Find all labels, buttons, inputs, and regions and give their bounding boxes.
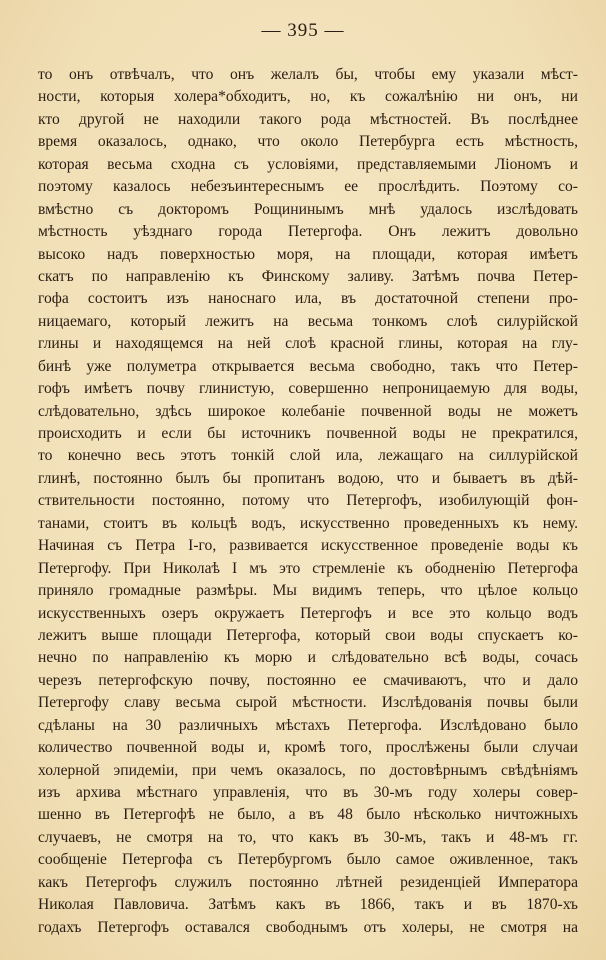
text-line: происходить и если бы источникъ почвенной воды не прекратился, (38, 425, 578, 442)
text-line: танами, стоитъ въ кольцѣ водъ, искусственно проведенныхъ къ нему. (38, 514, 578, 532)
text-line: изъ архива мѣстнаго управленія, что въ 30-мъ году холеры совер- (38, 784, 578, 801)
body-text (38, 64, 578, 939)
text-line: Николая Павловича. Затѣмъ какъ въ 1866, такъ и въ 1870-хъ (38, 896, 578, 914)
text-line: глинѣ, постоянно былъ бы пропитанъ водою, что и бываетъ въ дѣй- (38, 469, 578, 487)
text-line: скатъ по направленію къ Финскому заливу. Затѣмъ почва Петер- (38, 267, 578, 285)
text-line: ности, которыя холера*обходитъ, но, къ сожалѣнію ни онъ, ни (38, 88, 578, 106)
text-line: гофа состоитъ изъ наноснаго ила, въ достаточной степени про- (38, 290, 578, 308)
text-line: вмѣстно съ докторомъ Рощининымъ мнѣ удалось изслѣдовать (38, 200, 578, 218)
text-line: поэтому казалось небезъинтереснымъ ее прослѣдить. Поэтому со- (38, 178, 578, 196)
text-line: время оказалось, однако, что около Петербурга есть мѣстность, (38, 133, 578, 151)
text-line: то конечно весь этотъ тонкій слой ила, лежащаго на силлурійской (38, 447, 578, 465)
text-line: бинѣ уже полуметра открывается весьма свободно, такъ что Петер- (38, 357, 578, 375)
text-line: высоко надъ поверхностью моря, на площади, которая имѣетъ (38, 245, 578, 263)
text-line: сдѣланы на 30 различныхъ мѣстахъ Петергофа. Изслѣдовано было (38, 716, 578, 734)
text-line: мѣстность уѣзднаго города Петергофа. Онъ лежитъ довольно (38, 223, 578, 241)
text-line: ницаемаго, который лежитъ на весьма тонкомъ слоѣ силурійской (38, 312, 578, 330)
text-line: искусственныхъ озеръ окружаетъ Петергофъ и все это кольцо водъ (38, 604, 578, 622)
text-line: ствительности постоянно, потому что Петергофъ, изобилующій фон- (38, 492, 578, 510)
text-line: количество почвенной воды и, кромѣ того, прослѣжены были случаи (38, 739, 578, 757)
text-line: то онъ отвѣчалъ, что онъ желалъ бы, чтобы ему указали мѣст- (38, 66, 578, 83)
text-line: черезъ петергофскую почву, постоянно ее смачиваютъ, что и дало (38, 671, 578, 689)
text-line: гофъ имѣетъ почву глинистую, совершенно непроницаемую для воды, (38, 380, 578, 398)
text-line: глины и находящемся на ней слоѣ красной глины, которая на глу- (38, 335, 578, 353)
text-line: Начиная съ Петра I-го, развивается искусственное проведеніе воды къ (38, 537, 578, 555)
text-line: Петергофу. При Николаѣ I мъ это стремленіе къ ободненію Петергофа (38, 559, 578, 577)
text-line: сообщеніе Петергофа съ Петербургомъ было самое оживленное, такъ (38, 851, 578, 869)
page-number: — 395 — (261, 20, 345, 41)
text-line: холерной эпидеміи, при чемъ оказалось, по достовѣрнымъ свѣдѣніямъ (38, 761, 578, 779)
text-line: Петергофу славу весьма сырой мѣстности. Изслѣдованія почвы были (38, 694, 578, 712)
text-line: приняло громадные размѣры. Мы видимъ теперь, что цѣлое кольцо (38, 582, 578, 600)
text-line: случаевъ, не смотря на то, что какъ въ 30-мъ, такъ и 48-мъ гг. (38, 828, 578, 846)
text-line: которая весьма сходна съ условіями, представляемыми Ліономъ и (38, 155, 578, 173)
text-line: лежитъ выше площади Петергофа, который свои воды спускаетъ ко- (38, 626, 578, 644)
text-line: кто другой не находили такого рода мѣстностей. Въ послѣднее (38, 110, 578, 128)
text-line: нечно по направленію къ морю и слѣдовательно всѣ воды, сочась (38, 649, 578, 667)
text-line: шенно въ Петергофѣ не было, а въ 48 было нѣсколько ничтожныхъ (38, 806, 578, 824)
text-line: годахъ Петергофъ оставался свободнымъ отъ холеры, не смотря на (38, 918, 578, 936)
text-line: какъ Петергофъ служилъ постоянно лѣтней резиденціей Императора (38, 873, 578, 891)
text-line: слѣдовательно, здѣсь широкое колебаніе почвенной воды не можетъ (38, 402, 578, 420)
